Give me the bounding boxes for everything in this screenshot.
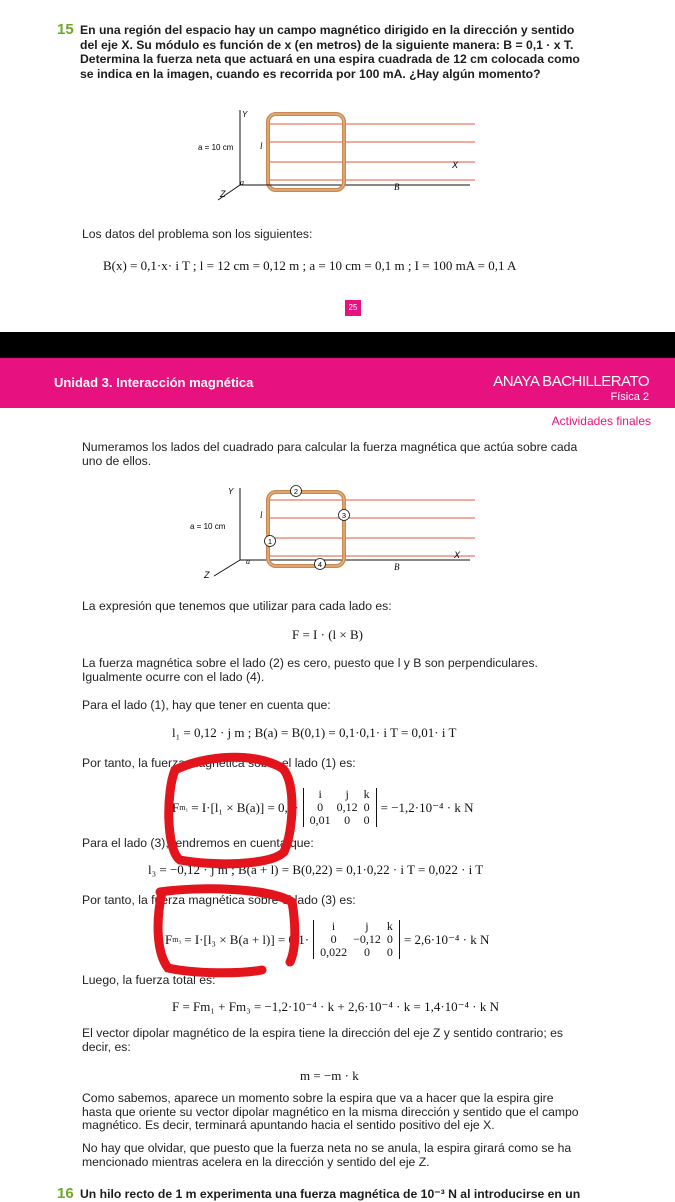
- z-axis: [214, 560, 240, 576]
- solution-paragraph: Numeramos los lados del cuadrado para calcular la fuerza magnética que actúa sobre cada uno de ellos.: [82, 440, 578, 468]
- b-label: B: [394, 182, 400, 192]
- z-label: Z: [220, 189, 226, 199]
- page-header: [0, 358, 675, 408]
- matrix-cell: 0: [386, 945, 393, 959]
- l-label: l: [260, 510, 263, 520]
- force-subscript: m₃: [172, 935, 182, 944]
- matrix-cell: 0: [330, 932, 337, 946]
- matrix-cell: j: [345, 787, 349, 801]
- force-result: = −1,2·10⁻⁴ · k N: [380, 799, 474, 815]
- side-label-3: 3: [341, 511, 347, 520]
- a-short-label: a: [246, 557, 250, 566]
- x-label: X: [454, 550, 461, 560]
- current-loop-highlight: [268, 114, 344, 190]
- b-label: B: [394, 562, 400, 572]
- determinant-1: [303, 788, 377, 827]
- force-expression: = I·[l₁ × B(a)] = 0,1·: [191, 799, 299, 815]
- force-subscript: m₁: [179, 803, 189, 812]
- solution-paragraph: Por tanto, la fuerza magnética sobre el lado (3) es:: [82, 893, 356, 907]
- solution-paragraph: Por tanto, la fuerza magnética sobre el lado (1) es:: [82, 756, 356, 770]
- formula-force-1: [172, 788, 474, 827]
- current-loop: [268, 114, 344, 190]
- a-label: a = 10 cm: [190, 522, 226, 531]
- matrix-cell: 0: [317, 800, 324, 814]
- z-label: Z: [204, 570, 210, 580]
- l-label: l: [260, 141, 263, 151]
- y-label: Y: [228, 487, 234, 496]
- brand-logo: ANAYA BACHILLERATO: [493, 373, 649, 390]
- matrix-cell: i: [331, 919, 336, 933]
- solution-paragraph: No hay que olvidar, que puesto que la fuerza neta no se anula, la espira girará como se ha mencionado mientras acelera en la dirección y sentido del eje Z.: [82, 1141, 572, 1169]
- question-line: se indica en la imagen, cuando es recorrida por 100 mA. ¿Hay algún momento?: [80, 66, 541, 81]
- formula-side3: l₃ = −0,12 · j m ; B(a + l) = B(0,22) = 0,1·0,22 · i T = 0,022 · i T: [148, 862, 484, 877]
- page-break: [0, 332, 675, 358]
- subject-label: Física 2: [610, 391, 649, 403]
- solution-paragraph: Luego, la fuerza total es:: [82, 973, 216, 987]
- side-label-1: 1: [267, 537, 273, 546]
- data-intro: Los datos del problema son los siguientes:: [82, 227, 313, 241]
- matrix-cell: 0: [363, 800, 370, 814]
- matrix-cell: 0: [386, 932, 393, 946]
- side-label-4: 4: [317, 560, 323, 569]
- loop-diagram-1: [180, 100, 480, 210]
- matrix-cell: j: [365, 919, 369, 933]
- data-formula: B(x) = 0,1·x· i T ; l = 12 cm = 0,12 m ; a = 10 cm = 0,1 m ; I = 100 mA = 0,1 A: [103, 258, 517, 273]
- formula-main: F = I · (l × B): [292, 627, 363, 642]
- question-number: 16: [57, 1185, 74, 1202]
- force-symbol: F: [165, 931, 173, 947]
- question-text: Un hilo recto de 1 m experimenta una fuerza magnética de 10⁻³ N al introducirse en un: [80, 1187, 581, 1201]
- formula-total: F = Fm₁ + Fm₃ = −1,2·10⁻⁴ · k + 2,6·10⁻⁴ · k = 1,4·10⁻⁴ · k N: [172, 999, 500, 1014]
- solution-paragraph: El vector dipolar magnético de la espira tiene la dirección del eje Z y sentido contrario; es decir, es:: [82, 1026, 563, 1054]
- determinant-3: [313, 920, 400, 959]
- loop-diagram-2: [180, 482, 480, 584]
- force-result: = 2,6·10⁻⁴ · k N: [403, 931, 490, 947]
- matrix-cell: k: [386, 919, 393, 933]
- page-number: 25: [345, 300, 361, 316]
- solution-paragraph: Como sabemos, aparece un momento sobre la espira que va a hacer que la espira gire hasta que oriente su vector dipolar magnético en la misma dirección y sentido que el campo magnético. Es decir, terminará apuntando hacia el sentido positivo del eje X.: [82, 1091, 579, 1132]
- matrix-cell: 0: [344, 813, 351, 827]
- x-label: X: [452, 160, 459, 170]
- formula-force-3: [165, 920, 489, 959]
- matrix-cell: i: [318, 787, 322, 801]
- solution-paragraph: La fuerza magnética sobre el lado (2) es cero, puesto que l y B son perpendiculares. Igualmente ocurre con el lado (4).: [82, 656, 538, 684]
- question-line: del eje X. Su módulo es función de x (en metros) de la siguiente manera: B = 0,1 · x T.: [80, 37, 574, 52]
- question-line: En una región del espacio hay un campo magnético dirigido en la dirección y sentido: [80, 23, 575, 37]
- unit-title: Unidad 3. Interacción magnética: [54, 375, 254, 390]
- a-short-label: a: [240, 178, 244, 187]
- formula-dipole: m = −m · k: [300, 1068, 359, 1083]
- matrix-cell: 0,022: [320, 945, 348, 959]
- matrix-cell: k: [363, 787, 370, 801]
- section-title: Actividades finales: [551, 414, 651, 428]
- question-number: 15: [57, 21, 74, 38]
- matrix-cell: −0,12: [353, 932, 381, 946]
- a-label: a = 10 cm: [198, 143, 234, 152]
- force-expression: = I·[l₃ × B(a + l)] = 0,1·: [184, 931, 310, 947]
- question-line: Determina la fuerza neta que actuará en una espira cuadrada de 12 cm colocada como: [80, 52, 580, 67]
- y-label: Y: [242, 110, 248, 119]
- solution-paragraph: La expresión que tenemos que utilizar para cada lado es:: [82, 599, 392, 613]
- side-label-2: 2: [293, 487, 299, 496]
- solution-paragraph: Para el lado (1), hay que tener en cuenta que:: [82, 698, 331, 712]
- matrix-cell: 0,12: [336, 800, 358, 814]
- force-symbol: F: [172, 799, 180, 815]
- question-text: [80, 23, 640, 81]
- solution-paragraph: Para el lado (3), tendremos en cuenta que:: [82, 836, 314, 850]
- current-loop-highlight: [268, 492, 347, 566]
- current-loop: [268, 492, 347, 566]
- formula-side1: l₁ = 0,12 · j m ; B(a) = B(0,1) = 0,1·0,1· i T = 0,01· i T: [172, 725, 457, 740]
- matrix-cell: 0,01: [309, 813, 331, 827]
- matrix-cell: 0: [363, 813, 370, 827]
- matrix-cell: 0: [363, 945, 370, 959]
